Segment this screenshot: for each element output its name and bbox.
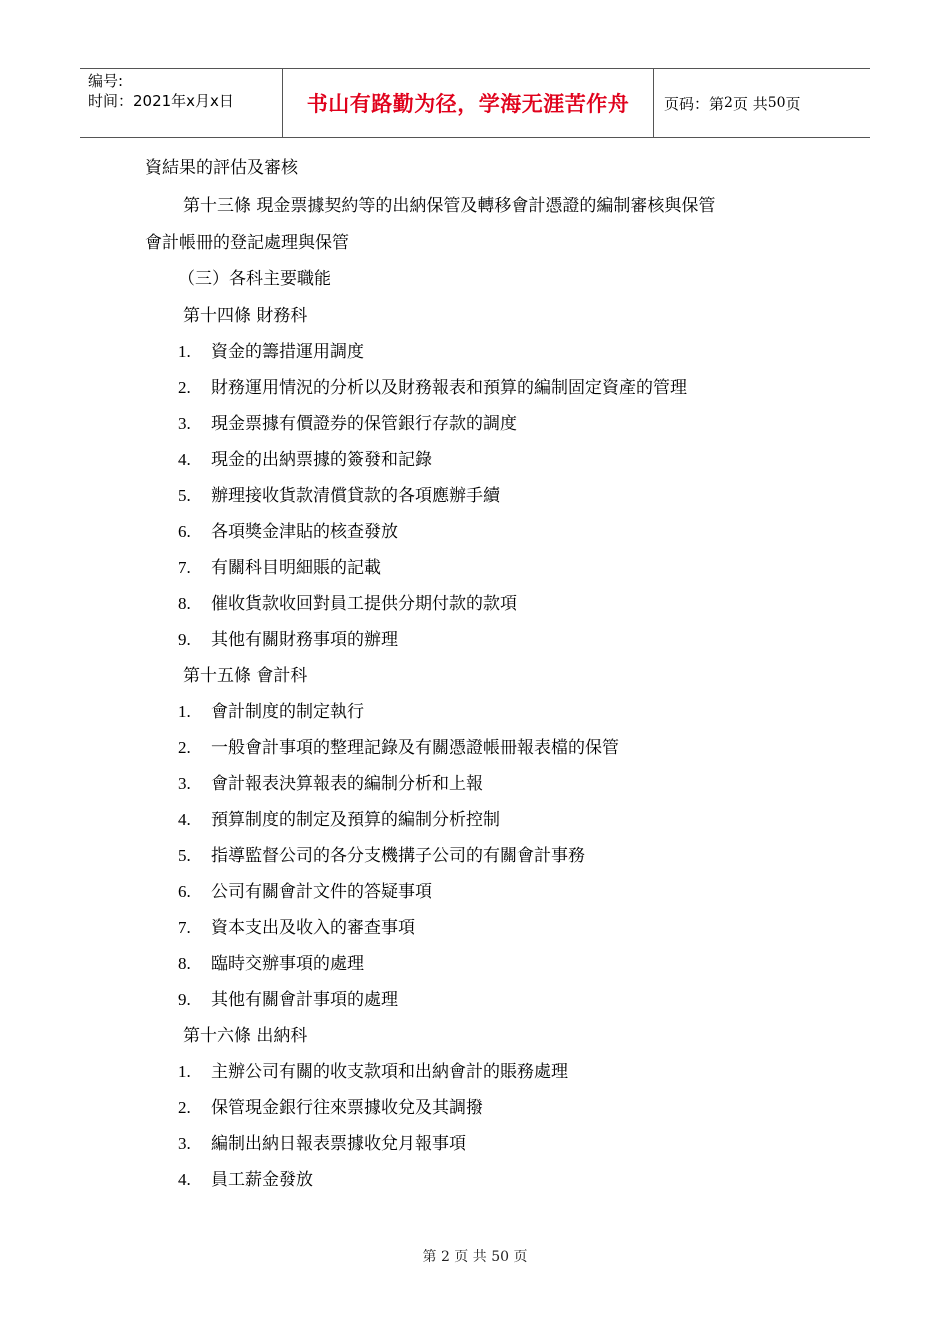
list-item-text: 保管現金銀行往來票據收兌及其調撥 — [211, 1098, 483, 1118]
list-item-text: 其他有關會計事項的處理 — [211, 990, 398, 1010]
document-time: 时间：2021年x月x日 — [88, 92, 234, 110]
list-item-text: 會計報表決算報表的編制分析和上報 — [211, 774, 483, 794]
list-item-number: 3. — [178, 774, 191, 793]
header-motto: 书山有路勤为径，学海无涯苦作舟 — [282, 69, 654, 137]
list-item-text: 有關科目明細賬的記載 — [211, 558, 381, 578]
list-item-text: 主辦公司有關的收支款項和出納會計的賬務處理 — [211, 1062, 568, 1082]
list-item-text: 其他有關財務事項的辦理 — [211, 630, 398, 650]
list-item-number: 3. — [178, 414, 191, 433]
article-14-heading: 第十四條 財務科 — [183, 306, 308, 326]
list-item-number: 7. — [178, 918, 191, 937]
document-id-label: 编号: — [88, 72, 124, 90]
list-item-number: 1. — [178, 702, 191, 721]
list-item-text: 現金票據有價證券的保管銀行存款的調度 — [211, 414, 517, 434]
list-item-number: 4. — [178, 450, 191, 469]
list-item-number: 5. — [178, 486, 191, 505]
list-item-text: 辦理接收貨款清償貸款的各項應辦手續 — [211, 486, 500, 506]
section-heading: （三）各科主要職能 — [178, 269, 331, 289]
list-item-text: 編制出納日報表票據收兌月報事項 — [211, 1134, 466, 1154]
list-item-text: 預算制度的制定及預算的編制分析控制 — [211, 810, 500, 830]
list-item-number: 4. — [178, 1170, 191, 1189]
list-item-number: 4. — [178, 810, 191, 829]
list-item-text: 資金的籌措運用調度 — [211, 342, 364, 362]
list-item-text: 現金的出納票據的簽發和記錄 — [211, 450, 432, 470]
page-number: 2 — [724, 95, 733, 111]
list-item-number: 9. — [178, 990, 191, 1009]
list-item-number: 2. — [178, 378, 191, 397]
page-header — [80, 68, 870, 138]
list-item-number: 8. — [178, 954, 191, 973]
list-item-text: 公司有關會計文件的答疑事項 — [211, 882, 432, 902]
list-item-number: 2. — [178, 738, 191, 757]
header-page-info — [654, 69, 870, 137]
list-item-number: 5. — [178, 846, 191, 865]
list-item-text: 各項獎金津貼的核查發放 — [211, 522, 398, 542]
page-footer: 第 2 页 共 50 页 — [422, 1249, 528, 1265]
list-item-number: 6. — [178, 522, 191, 541]
list-item-number: 7. — [178, 558, 191, 577]
paragraph: 會計帳冊的登記處理與保管 — [145, 233, 349, 253]
list-item-number: 1. — [178, 342, 191, 361]
list-item-number: 2. — [178, 1098, 191, 1117]
list-item-text: 指導監督公司的各分支機搆子公司的有關會計事務 — [211, 846, 585, 866]
list-item-number: 9. — [178, 630, 191, 649]
list-item-text: 員工薪金發放 — [211, 1170, 313, 1190]
page-mid: 页 共 — [732, 94, 768, 113]
article-13: 第十三條 現金票據契約等的出納保管及轉移會計憑證的編制審核與保管 — [183, 196, 716, 216]
list-item-text: 臨時交辦事項的處理 — [211, 954, 364, 974]
list-item-text: 一般會計事項的整理記錄及有關憑證帳冊報表檔的保管 — [211, 738, 619, 758]
paragraph: 資結果的評估及審核 — [145, 158, 298, 178]
list-item-number: 8. — [178, 594, 191, 613]
header-meta — [80, 69, 282, 137]
article-16-heading: 第十六條 出納科 — [183, 1026, 308, 1046]
list-item-number: 1. — [178, 1062, 191, 1081]
list-item-text: 催收貨款收回對員工提供分期付款的款項 — [211, 594, 517, 614]
article-15-heading: 第十五條 會計科 — [183, 666, 308, 686]
list-item-text: 資本支出及收入的審查事項 — [211, 918, 415, 938]
list-item-number: 6. — [178, 882, 191, 901]
list-item-number: 3. — [178, 1134, 191, 1153]
page-label: 页码：第 — [664, 94, 725, 113]
list-item-text: 會計制度的制定執行 — [211, 702, 364, 722]
page-end: 页 — [785, 94, 801, 113]
list-item-text: 財務運用情況的分析以及財務報表和預算的編制固定資產的管理 — [211, 378, 687, 398]
page-total: 50 — [767, 95, 786, 111]
